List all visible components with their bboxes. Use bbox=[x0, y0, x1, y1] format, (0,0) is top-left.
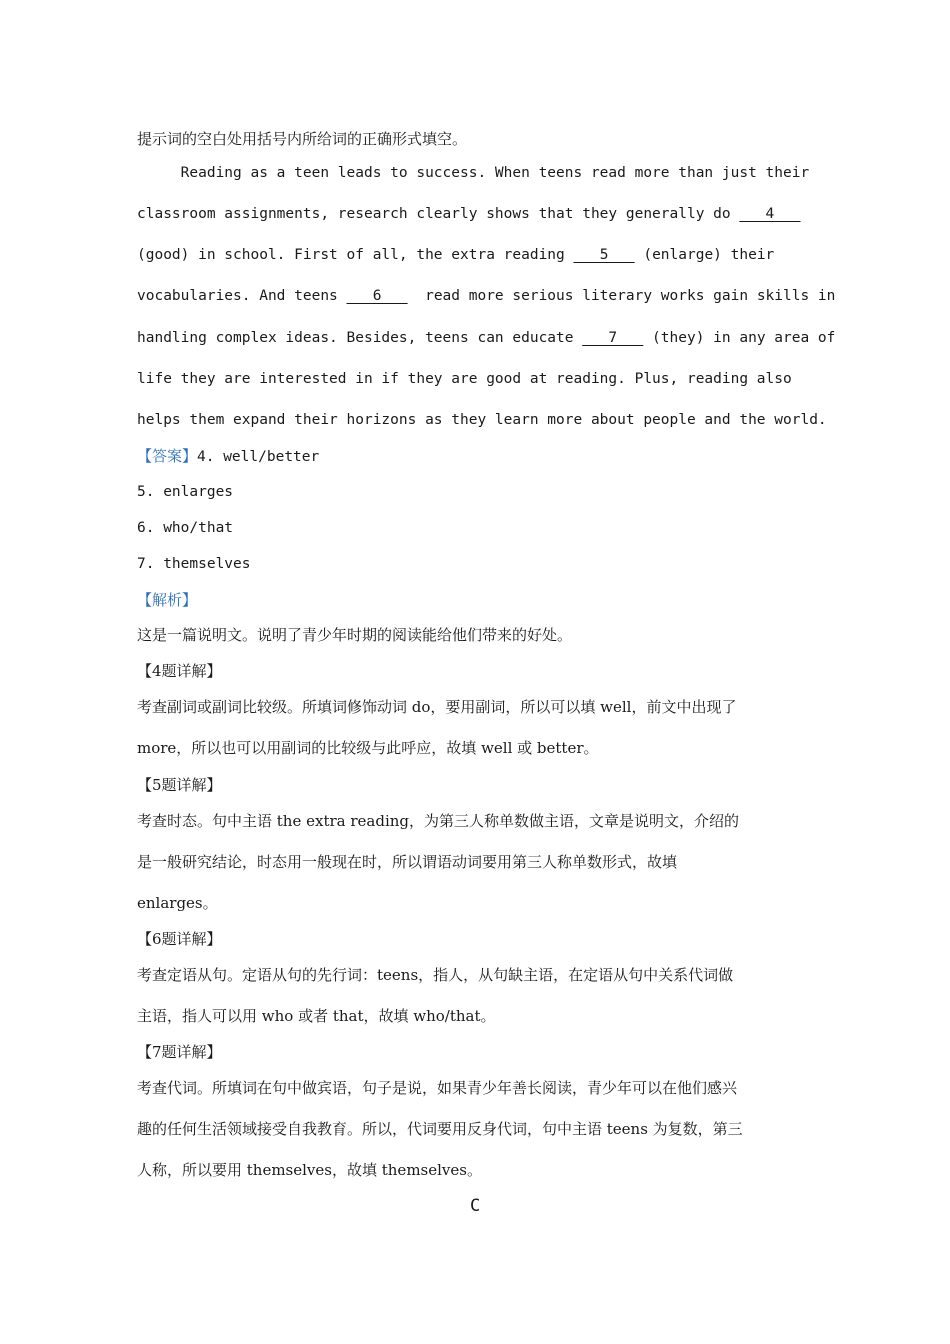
q4-text-1: 考查副词或副词比较级。所填词修饰动词 do，要用副词，所以可以填 well，前文中出现了 bbox=[137, 698, 737, 716]
passage-line-5 bbox=[137, 328, 835, 348]
q7-text-1: 考查代词。所填词在句中做宾语，句子是说，如果青少年善长阅读，青少年可以在他们感兴 bbox=[137, 1079, 738, 1097]
passage-line-2 bbox=[137, 204, 800, 224]
q6-text-2: 主语，指人可以用 who 或者 that，故填 who/that。 bbox=[137, 1007, 496, 1025]
passage-line-3 bbox=[137, 245, 774, 265]
q5-text-3: enlarges。 bbox=[137, 894, 218, 912]
passage-text: read more serious literary works gain skills in bbox=[407, 288, 836, 304]
q5-text-2: 是一般研究结论，时态用一般现在时，所以谓语动词要用第三人称单数形式，故填 bbox=[137, 853, 678, 871]
section-letter: C bbox=[470, 1196, 481, 1216]
q6-text-1: 考查定语从句。定语从句的先行词：teens，指人，从句缺主语，在定语从句中关系代词做 bbox=[137, 966, 734, 984]
q6-heading: 【6题详解】 bbox=[137, 930, 222, 948]
instruction: 提示词的空白处用括号内所给词的正确形式填空。 bbox=[137, 130, 468, 148]
q4-text-2: more，所以也可以用副词的比较级与此呼应，故填 well 或 better。 bbox=[137, 739, 599, 757]
answer-6: 6. who/that bbox=[137, 520, 234, 536]
q4-heading: 【4题详解】 bbox=[137, 662, 222, 680]
passage-text: vocabularies. And teens bbox=[137, 288, 347, 304]
passage-text: (good) in school. First of all, the extra reading bbox=[137, 247, 574, 263]
q5-text-1: 考查时态。句中主语 the extra reading，为第三人称单数做主语，文章是说明文，介绍的 bbox=[137, 812, 740, 830]
passage-text: (they) in any area of bbox=[643, 330, 836, 346]
q7-text-2: 趣的任何生活领域接受自我教育。所以，代词要用反身代词，句中主语 teens 为复数，第三 bbox=[137, 1120, 743, 1138]
q5-heading: 【5题详解】 bbox=[137, 776, 222, 794]
blank-6: 6 bbox=[346, 288, 408, 304]
q7-text-3: 人称，所以要用 themselves，故填 themselves。 bbox=[137, 1161, 482, 1179]
answer-label: 【答案】 bbox=[137, 447, 198, 465]
blank-5: 5 bbox=[573, 247, 635, 263]
analysis-label: 【解析】 bbox=[137, 591, 198, 609]
passage-text: handling complex ideas. Besides, teens can educate bbox=[137, 330, 583, 346]
blank-4: 4 bbox=[739, 206, 801, 222]
passage-line-1: Reading as a teen leads to success. When teens read more than just their bbox=[137, 165, 810, 181]
analysis-summary: 这是一篇说明文。说明了青少年时期的阅读能给他们带来的好处。 bbox=[137, 626, 573, 644]
passage-line-6: life they are interested in if they are good at reading. Plus, reading also bbox=[137, 371, 792, 387]
answer-line-4 bbox=[137, 446, 319, 467]
q7-heading: 【7题详解】 bbox=[137, 1043, 222, 1061]
passage-text: classroom assignments, research clearly shows that they generally do bbox=[137, 206, 740, 222]
passage-line-7: helps them expand their horizons as they learn more about people and the world. bbox=[137, 412, 827, 428]
passage-text: (enlarge) their bbox=[634, 247, 775, 263]
passage-line-4 bbox=[137, 286, 835, 306]
answer-5: 5. enlarges bbox=[137, 484, 234, 500]
blank-7: 7 bbox=[582, 330, 644, 346]
answer-4: 4. well/better bbox=[197, 449, 320, 465]
answer-7: 7. themselves bbox=[137, 556, 251, 572]
